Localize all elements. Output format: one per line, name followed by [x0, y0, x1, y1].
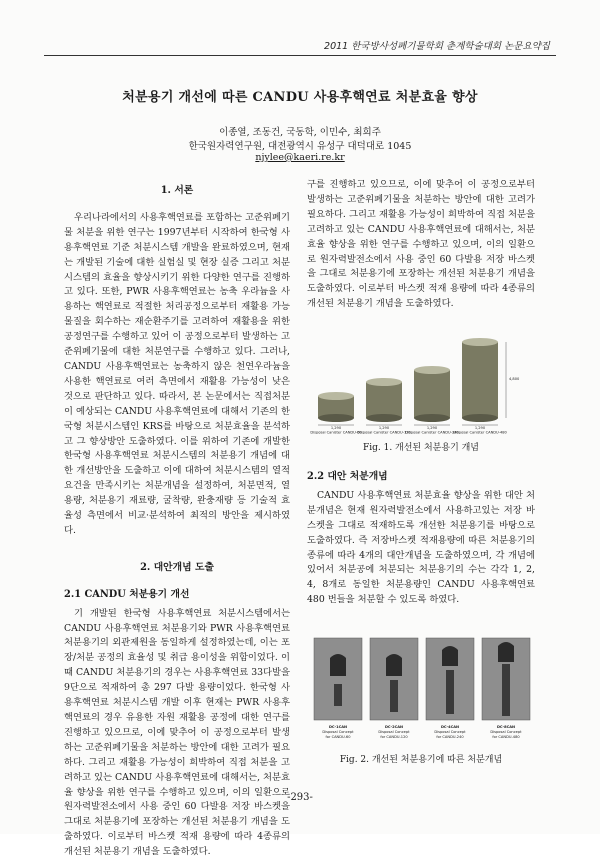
svg-text:1,290: 1,290 [378, 426, 390, 430]
svg-text:4,800: 4,800 [509, 377, 520, 381]
svg-text:for CANDU-120: for CANDU-120 [380, 735, 408, 739]
header-rule [44, 55, 556, 56]
svg-text:Disposal Concept: Disposal Concept [322, 730, 354, 734]
sub21-continuation: 구를 진행하고 있으므로, 이에 맞추어 이 공정으로부터 발생하는 고준위폐기물을 처분하는 방안에 대한 고려가 필요하다. 그리고 재활용 가능성이 희박하여 직접 처분을 고려하고 있는 CANDU 사용후핵연료에 대해서는, 처분효율 향상을 위한 연구를 수행하고 있으며, 이의 일환으로 원자력발전소에서 사용 중인 60 다발용 저장 바스켓을 그대로 처분용기에 포장하는 개선된 처분용기 개념을 도출하였다. 이로부터 바스켓 적재 용량에 따라 4종류의 개선된 처분용기 개념을 도출하였다. [307, 179, 535, 310]
concept-dc-1can [314, 638, 362, 739]
svg-text:1,290: 1,290 [426, 426, 438, 430]
concept-dc-2can [370, 638, 418, 739]
right-column-lower [307, 462, 535, 608]
canister-candu-60 [318, 392, 354, 430]
concept-dc-8can [482, 638, 530, 739]
affiliation: 한국원자력연구원, 대전광역시 유성구 대덕대로 1045 [188, 141, 412, 152]
authors: 이종열, 조동건, 국동학, 이민수, 최희주 [219, 127, 381, 138]
alt-heading: 2. 대안개념 도출 [140, 561, 214, 573]
figure-1 [310, 334, 535, 434]
conference-header: 2011 한국방사성폐기물학회 춘계학술대회 논문요약집 [324, 41, 550, 52]
sub22-heading: 2.2 대안 처분개념 [307, 471, 388, 482]
svg-text:Disposal Canister CANDU-120: Disposal Canister CANDU-120 [357, 430, 411, 435]
figure-2 [312, 636, 534, 746]
canister-candu-480 [453, 338, 520, 435]
svg-text:for CANDU-480: for CANDU-480 [492, 735, 520, 739]
svg-text:Disposal Canister CANDU-240: Disposal Canister CANDU-240 [405, 430, 459, 435]
sub21-paragraph: 기 개발된 한국형 사용후핵연료 처분시스템에서는 CANDU 사용후핵연료 처분용기와 PWR 사용후핵연료 처분용기의 외관제원을 동일하게 설정하였는데, 이는 포장/처분 공정의 효율성 및 취급 용이성을 위함이었다. 이때 CANDU 처분용기의 경우는 사용후핵연료 33다발을 9단으로 적재하여 총 297 다발 용량이었다. 한국형 사용후핵연료 처분시스템 개발 이후 현재는 PWR 사용후핵연료의 경우 유용한 자원 재활용 공정에 대한 연구를 진행하고 있으므로, 이에 맞추어 이 공정으로부터 발생하는 고준위폐기물을 처분하는 방안에 대한 고려가 필요하다. 그리고 재활용 가능성이 희박하여 직접 처분을 고려하고 있는 CANDU 사용후핵연료에 대해서는, 처분효율 향상을 위한 연구를 수행하고 있으며, 이의 일환으로 원자력발전소에서 사용 중인 60 다발용 저장 바스켓을 그대로 처분용기에 포장하는 개선된 처분용기 개념을 도출하였다. 이로부터 바스켓 적재 용량에 따라 4종류의 개선된 처분용기 개념을 도출하였다. [64, 607, 290, 858]
right-column [307, 178, 535, 312]
svg-text:DC-4CAN: DC-4CAN [440, 725, 460, 729]
svg-text:DC-1CAN: DC-1CAN [328, 725, 348, 729]
email-link[interactable]: njylee@kaeri.re.kr [255, 152, 345, 163]
svg-text:for CANDU-240: for CANDU-240 [436, 735, 464, 739]
svg-text:Disposal Concept: Disposal Concept [490, 730, 522, 734]
svg-text:1,290: 1,290 [474, 426, 486, 430]
svg-text:DC-8CAN: DC-8CAN [496, 725, 516, 729]
intro-heading: 1. 서론 [160, 185, 194, 196]
svg-text:Disposal Canister CANDU-60: Disposal Canister CANDU-60 [310, 430, 362, 435]
svg-text:Disposal Canister CANDU-480: Disposal Canister CANDU-480 [453, 430, 507, 435]
paper-title: 처분용기 개선에 따른 CANDU 사용후핵연료 처분효율 향상 [122, 90, 478, 105]
svg-text:Disposal Concept: Disposal Concept [434, 730, 466, 734]
sub21-heading: 2.1 CANDU 처분용기 개선 [64, 588, 190, 600]
figure-1-caption: Fig. 1. 개선된 처분용기 개념 [362, 443, 480, 453]
figure-2-caption: Fig. 2. 개선된 처분용기에 따른 처분개념 [339, 755, 503, 765]
svg-text:Disposal Concept: Disposal Concept [378, 730, 410, 734]
left-column [64, 178, 290, 858]
sub22-paragraph: CANDU 사용후핵연료 처분효율 향상을 위한 대안 처분개념은 현재 원자력발전소에서 사용하고있는 저장 바스켓을 그대로 적재하도록 개선한 처분용기를 바탕으로 도출하였다. 즉 저장바스켓 적재용량에 따른 처분용기의 종류에 따라 4개의 대안개념을 도출하였으며, 각 개념에 있어서 처분공에 처분되는 처분용기의 수는 각각 1, 2, 4, 8개로 동일한 처분용량인 CANDU 사용후핵연료 480 번들을 처분할 수 있도록 하였다. [307, 489, 535, 606]
page-number: -293- [287, 792, 313, 803]
canister-candu-240 [414, 366, 450, 430]
concept-dc-4can [426, 638, 474, 739]
intro-paragraph: 우리나라에서의 사용후핵연료를 포함하는 고준위폐기물 처분을 위한 연구는 1997년부터 시작하여 한국형 사용후핵연료 기준 처분시스템 개발을 완료하였으며, 현재는 개발된 기술에 대한 실험실 및 현장 실증 그리고 처분시스템의 효율을 향상시키기 위한 다양한 연구를 진행하고 있다. 또한, PWR 사용후핵연료는 농축 우라늄을 사용하는 핵연료로 적절한 처리공정으로부터 재활용 가능물질을 회수하는 재순환주기를 고려하여 재활용을 위한 공정연구를 수행하고 있어 이 공정으로부터 발생하는 고준위폐기물에 대한 처분연구를 수행하고 있다. 그러나, CANDU 사용후핵연료는 농축하지 않은 천연우라늄을 사용한 핵연료로 여러 측면에서 재활용 가능성이 낮은 것으로 판단하고 있다. 따라서, 본 논문에서는 직접처분이 예상되는 CANDU 사용후핵연료에 대해서 기존의 한국형 처분시스템인 KRS를 바탕으로 처분효율을 분석하고 그 향상방안 도출하였다. 이를 위하여 기존에 개발한 한국형 사용후핵연료 처분시스템의 처분용기 개념에 대한 개선방안을 도출하고 이에 대하여 처분시스템의 열적요건을 만족시키는 처분개념을 설정하여, 처분면적, 열용량, 처분용기 재료량, 굴착량, 완충재량 등 기술적 효율성 측면에서 비교·분석하여 최적의 방안을 제시하였다. [64, 211, 290, 536]
svg-text:1,290: 1,290 [330, 426, 342, 430]
svg-text:DC-2CAN: DC-2CAN [384, 725, 404, 729]
svg-text:for CANDU-60: for CANDU-60 [325, 735, 351, 739]
canister-candu-120 [357, 378, 411, 435]
